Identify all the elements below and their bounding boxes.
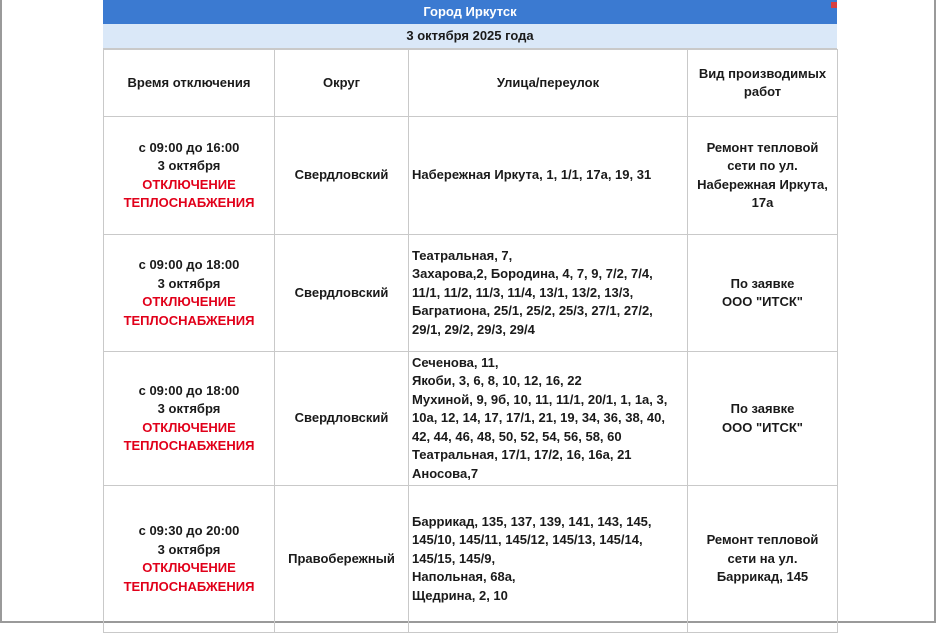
street-line: 145/10, 145/11, 145/12, 145/13, 145/14, bbox=[412, 532, 643, 548]
outage-day: 3 октября bbox=[157, 275, 221, 291]
outage-time-cell bbox=[104, 486, 275, 633]
street-line: Аносова,7 bbox=[412, 465, 479, 481]
work-line: Ремонт тепловой bbox=[706, 532, 819, 548]
work-line: Ремонт тепловой bbox=[706, 139, 819, 155]
column-header-time: Время отключения bbox=[104, 50, 275, 117]
work-line: Набережная Иркута, bbox=[697, 176, 828, 192]
work-type-cell bbox=[688, 235, 838, 352]
district-cell: Правобережный bbox=[275, 486, 409, 633]
district-cell: Свердловский bbox=[275, 235, 409, 352]
work-line: сети по ул. bbox=[727, 158, 798, 173]
table-row bbox=[104, 352, 838, 486]
street-line: Театральная, 7, bbox=[412, 247, 513, 263]
outage-type: ТЕПЛОСНАБЖЕНИЯ bbox=[123, 195, 255, 210]
street-line: Баррикад, 135, 137, 139, 141, 143, 145, bbox=[412, 513, 652, 529]
outage-type: ОТКЛЮЧЕНИЕ bbox=[142, 560, 236, 575]
outage-type: ТЕПЛОСНАБЖЕНИЯ bbox=[123, 578, 255, 594]
streets-cell bbox=[409, 352, 688, 486]
outage-time: с 09:30 до 20:00 bbox=[138, 523, 240, 538]
street-line: Сеченова, 11, bbox=[412, 354, 499, 370]
street-line: Театральная, 17/1, 17/2, 16, 16а, 21 bbox=[412, 447, 632, 463]
column-header-work: Вид производимых работ bbox=[688, 50, 838, 117]
outage-time: с 09:00 до 18:00 bbox=[138, 257, 240, 272]
street-line: Мухиной, 9, 9б, 10, 11, 11/1, 20/1, 1, 1а, 3, bbox=[412, 391, 668, 407]
outage-day: 3 октября bbox=[157, 541, 221, 557]
work-type-cell bbox=[688, 486, 838, 633]
outage-time-cell bbox=[104, 352, 275, 486]
outage-type: ОТКЛЮЧЕНИЕ bbox=[142, 294, 236, 309]
street-line: Багратиона, 25/1, 25/2, 25/3, 27/1, 27/2, bbox=[412, 303, 653, 319]
work-line: ООО "ИТСК" bbox=[722, 419, 803, 435]
district-cell: Свердловский bbox=[275, 352, 409, 486]
table-row bbox=[104, 117, 838, 235]
outage-table bbox=[103, 49, 838, 633]
work-line: сети на ул. bbox=[727, 550, 798, 566]
outage-type: ТЕПЛОСНАБЖЕНИЯ bbox=[123, 312, 255, 328]
outage-time: с 09:00 до 16:00 bbox=[138, 139, 240, 155]
outage-time-cell bbox=[104, 235, 275, 352]
outage-day: 3 октября bbox=[157, 401, 221, 416]
work-type-cell bbox=[688, 352, 838, 486]
street-line: Захарова,2, Бородина, 4, 7, 9, 7/2, 7/4, bbox=[412, 266, 653, 282]
outage-notice bbox=[103, 0, 837, 633]
streets-cell bbox=[409, 486, 688, 633]
corner-marker bbox=[831, 2, 837, 8]
column-header-streets: Улица/переулок bbox=[409, 50, 688, 117]
work-type-cell bbox=[688, 117, 838, 235]
street-line: 10а, 12, 14, 17, 17/1, 21, 19, 34, 36, 38, 40, bbox=[412, 410, 665, 426]
district-cell: Свердловский bbox=[275, 117, 409, 235]
outage-time-cell bbox=[104, 117, 275, 235]
outage-type: ОТКЛЮЧЕНИЕ bbox=[142, 176, 236, 192]
work-line: По заявке bbox=[730, 275, 795, 291]
outage-time: с 09:00 до 18:00 bbox=[138, 382, 240, 398]
table-header-row bbox=[104, 50, 838, 117]
work-line: Баррикад, 145 bbox=[716, 569, 809, 585]
outage-day: 3 октября bbox=[157, 158, 221, 173]
work-line: По заявке bbox=[730, 401, 795, 416]
street-line: 29/1, 29/2, 29/3, 29/4 bbox=[412, 321, 535, 337]
outage-type: ТЕПЛОСНАБЖЕНИЯ bbox=[123, 438, 255, 453]
street-line: 42, 44, 46, 48, 50, 52, 54, 56, 58, 60 bbox=[412, 428, 622, 444]
street-line: Щедрина, 2, 10 bbox=[412, 587, 508, 603]
table-row bbox=[104, 486, 838, 633]
streets-cell bbox=[409, 235, 688, 352]
street-line: 11/1, 11/2, 11/3, 11/4, 13/1, 13/2, 13/3, bbox=[412, 284, 634, 300]
work-line: ООО "ИТСК" bbox=[722, 294, 803, 309]
column-header-district: Округ bbox=[275, 50, 409, 117]
outage-type: ОТКЛЮЧЕНИЕ bbox=[142, 419, 236, 435]
table-row bbox=[104, 235, 838, 352]
street-line: Якоби, 3, 6, 8, 10, 12, 16, 22 bbox=[412, 373, 582, 389]
date-title: 3 октября 2025 года bbox=[103, 24, 837, 49]
street-line: Набережная Иркута, 1, 1/1, 17а, 19, 31 bbox=[412, 167, 652, 183]
work-line: 17а bbox=[751, 195, 774, 210]
street-line: Напольная, 68а, bbox=[412, 569, 516, 585]
city-title: Город Иркутск bbox=[103, 0, 837, 24]
street-line: 145/15, 145/9, bbox=[412, 550, 496, 566]
streets-cell bbox=[409, 117, 688, 235]
